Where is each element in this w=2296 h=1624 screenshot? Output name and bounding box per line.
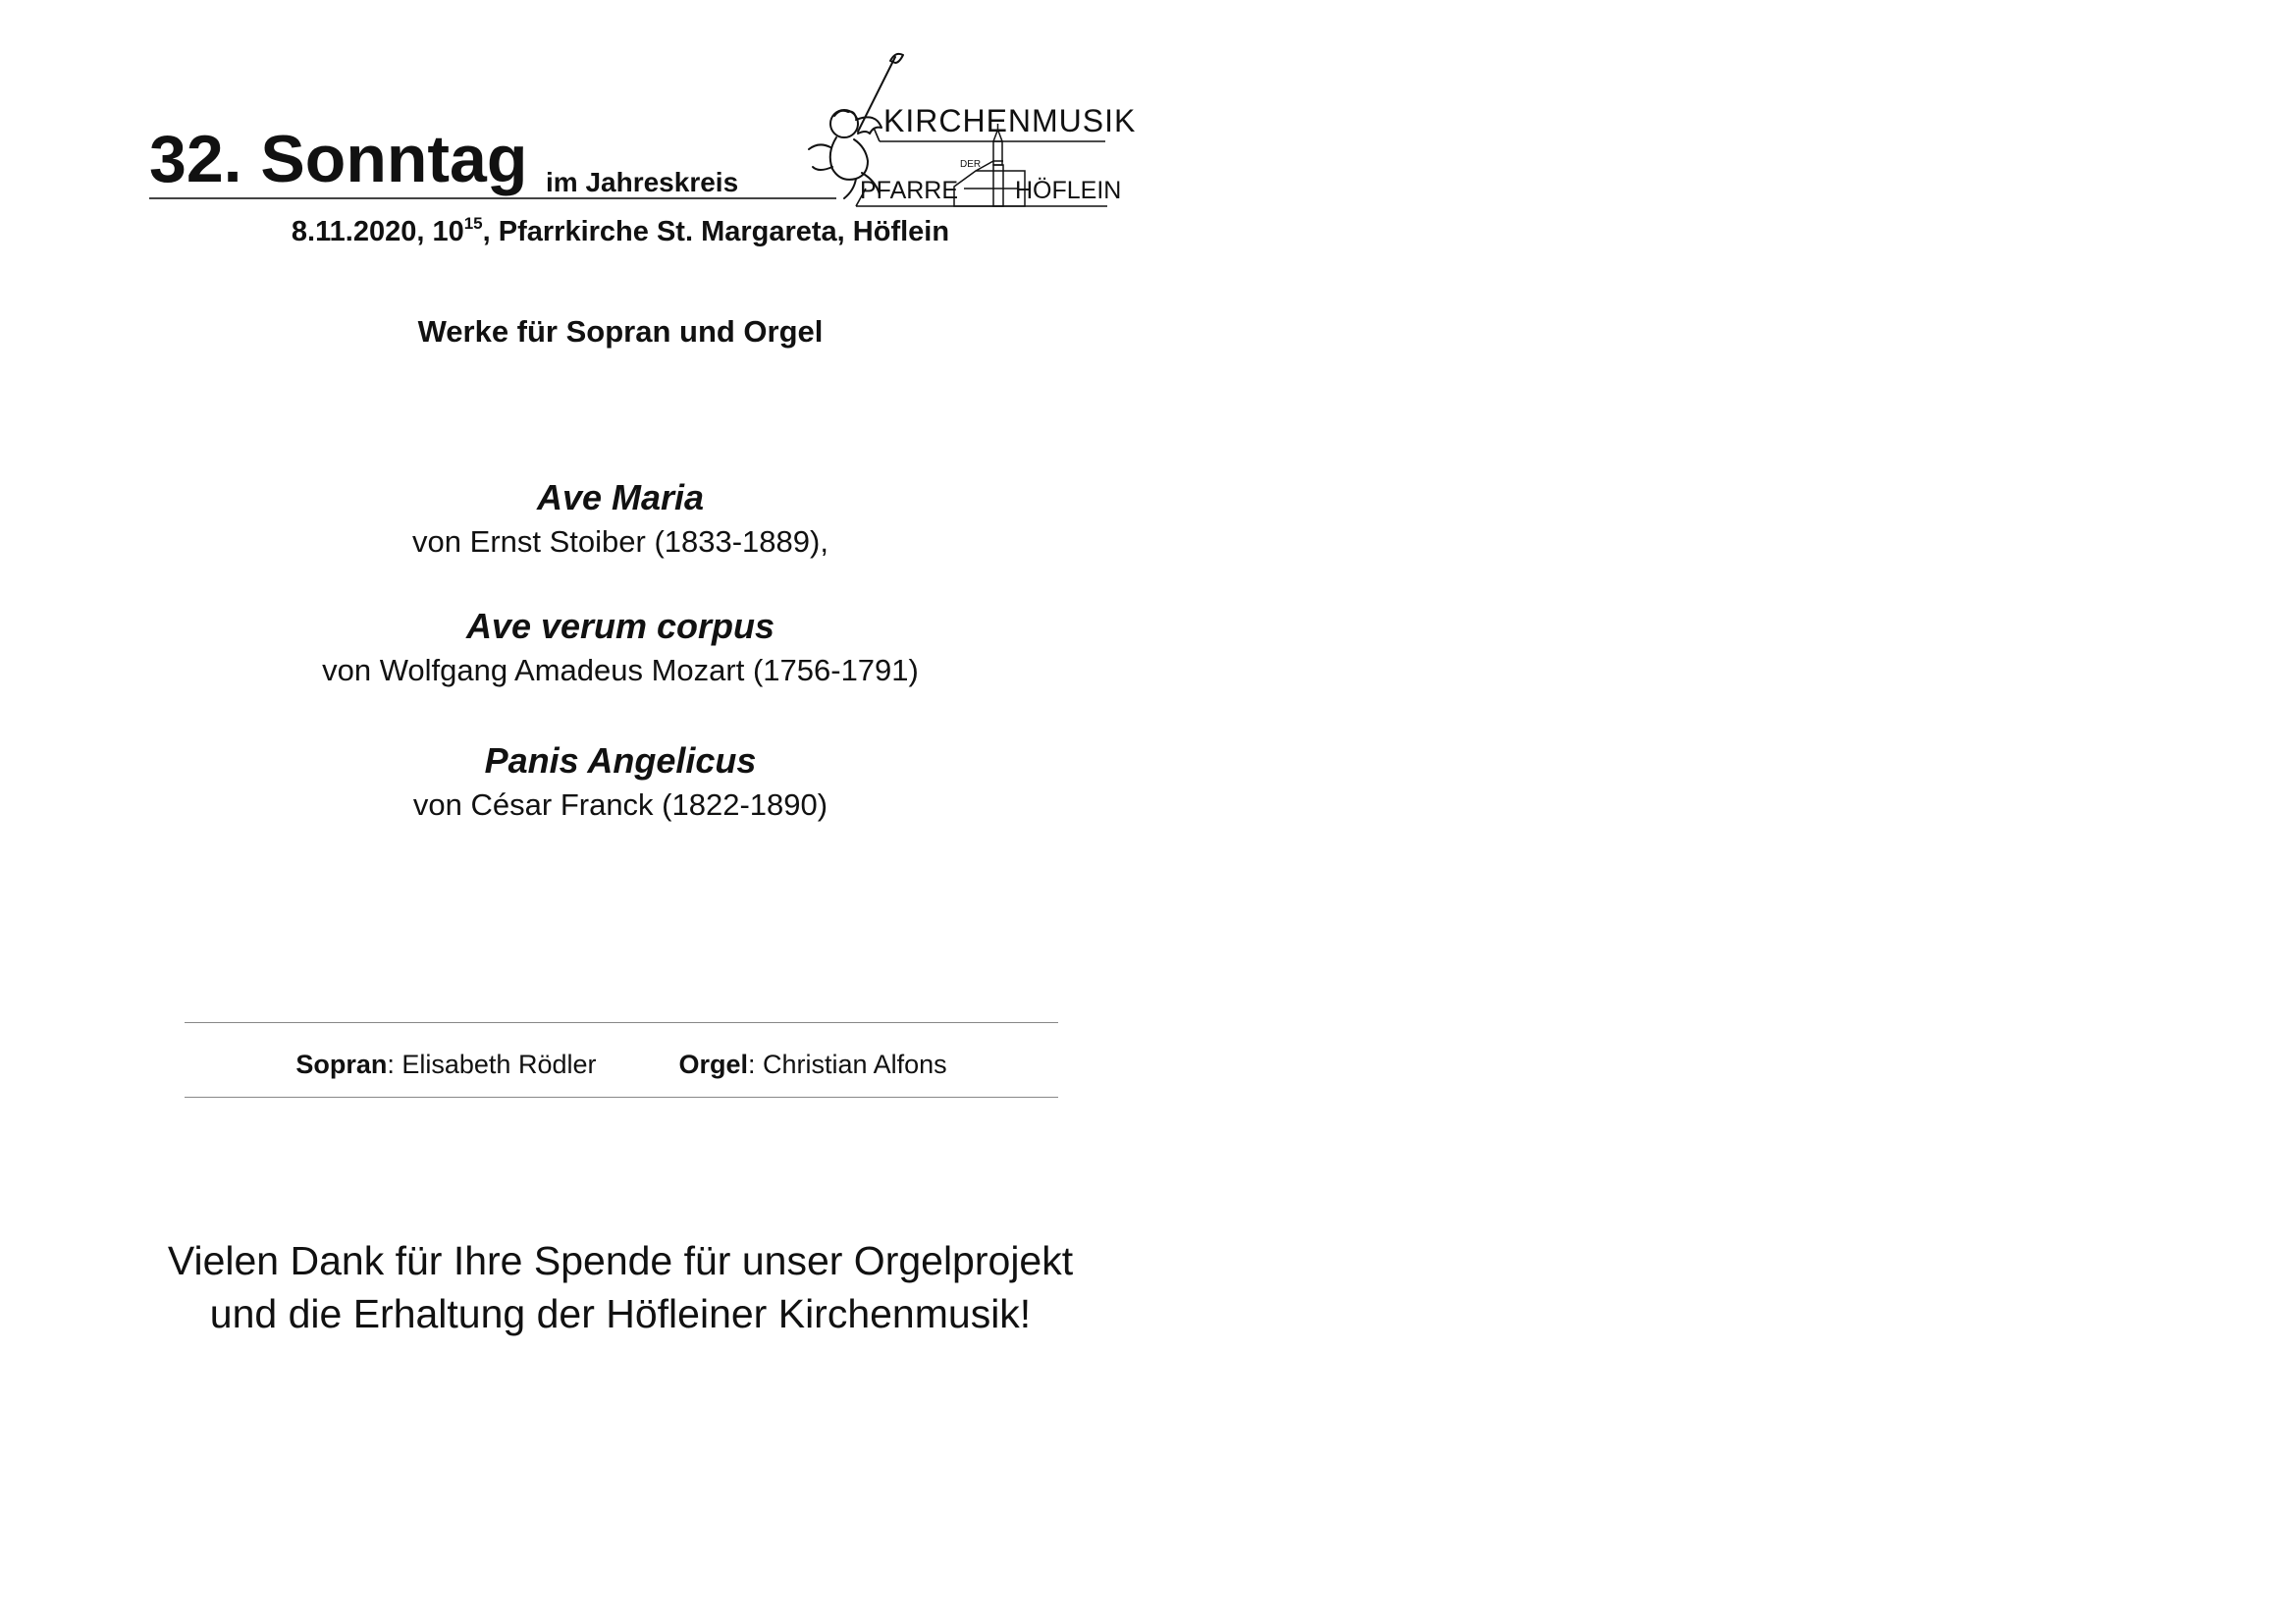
divider	[185, 1097, 1058, 1098]
logo-word-der: DER	[960, 159, 982, 170]
piece-composer: von Wolfgang Amadeus Mozart (1756-1791)	[322, 653, 919, 687]
location-text: , Pfarrkirche St. Margareta, Höflein	[482, 216, 950, 247]
time-minutes: 15	[463, 214, 483, 233]
sopran-name: : Elisabeth Rödler	[387, 1050, 597, 1079]
logo-word-hoeflein: HÖFLEIN	[1015, 177, 1122, 204]
kirchenmusik-logo	[797, 51, 1137, 208]
thanks-line: Vielen Dank für Ihre Spende für unser Orgelprojekt	[167, 1238, 1074, 1283]
title-underline	[149, 197, 836, 199]
sopran-label: Sopran	[295, 1050, 388, 1079]
date-text: 8.11.2020, 10	[291, 216, 464, 247]
piece-composer: von Ernst Stoiber (1833-1889),	[412, 524, 828, 559]
page-title: 32. Sonntag	[149, 122, 528, 196]
logo-wordmark-kirchenmusik: KIRCHENMUSIK	[883, 103, 1137, 138]
performers-line	[185, 1052, 1058, 1078]
divider	[185, 1022, 1058, 1023]
date-location-line	[149, 214, 1092, 247]
thanks-line: und die Erhaltung der Höfleiner Kirchenmusik!	[209, 1291, 1032, 1336]
orgel-name: : Christian Alfons	[748, 1050, 947, 1079]
piece-title: Panis Angelicus	[484, 740, 757, 781]
logo-word-pfarre: PFARRE	[860, 177, 959, 204]
piece-composer: von César Franck (1822-1890)	[412, 787, 828, 822]
orgel-label: Orgel	[678, 1050, 749, 1079]
page-subtitle: im Jahreskreis	[546, 167, 739, 197]
piece-title: Ave Maria	[536, 477, 705, 517]
program-heading: Werke für Sopran und Orgel	[417, 314, 824, 349]
piece-title: Ave verum corpus	[465, 606, 775, 646]
